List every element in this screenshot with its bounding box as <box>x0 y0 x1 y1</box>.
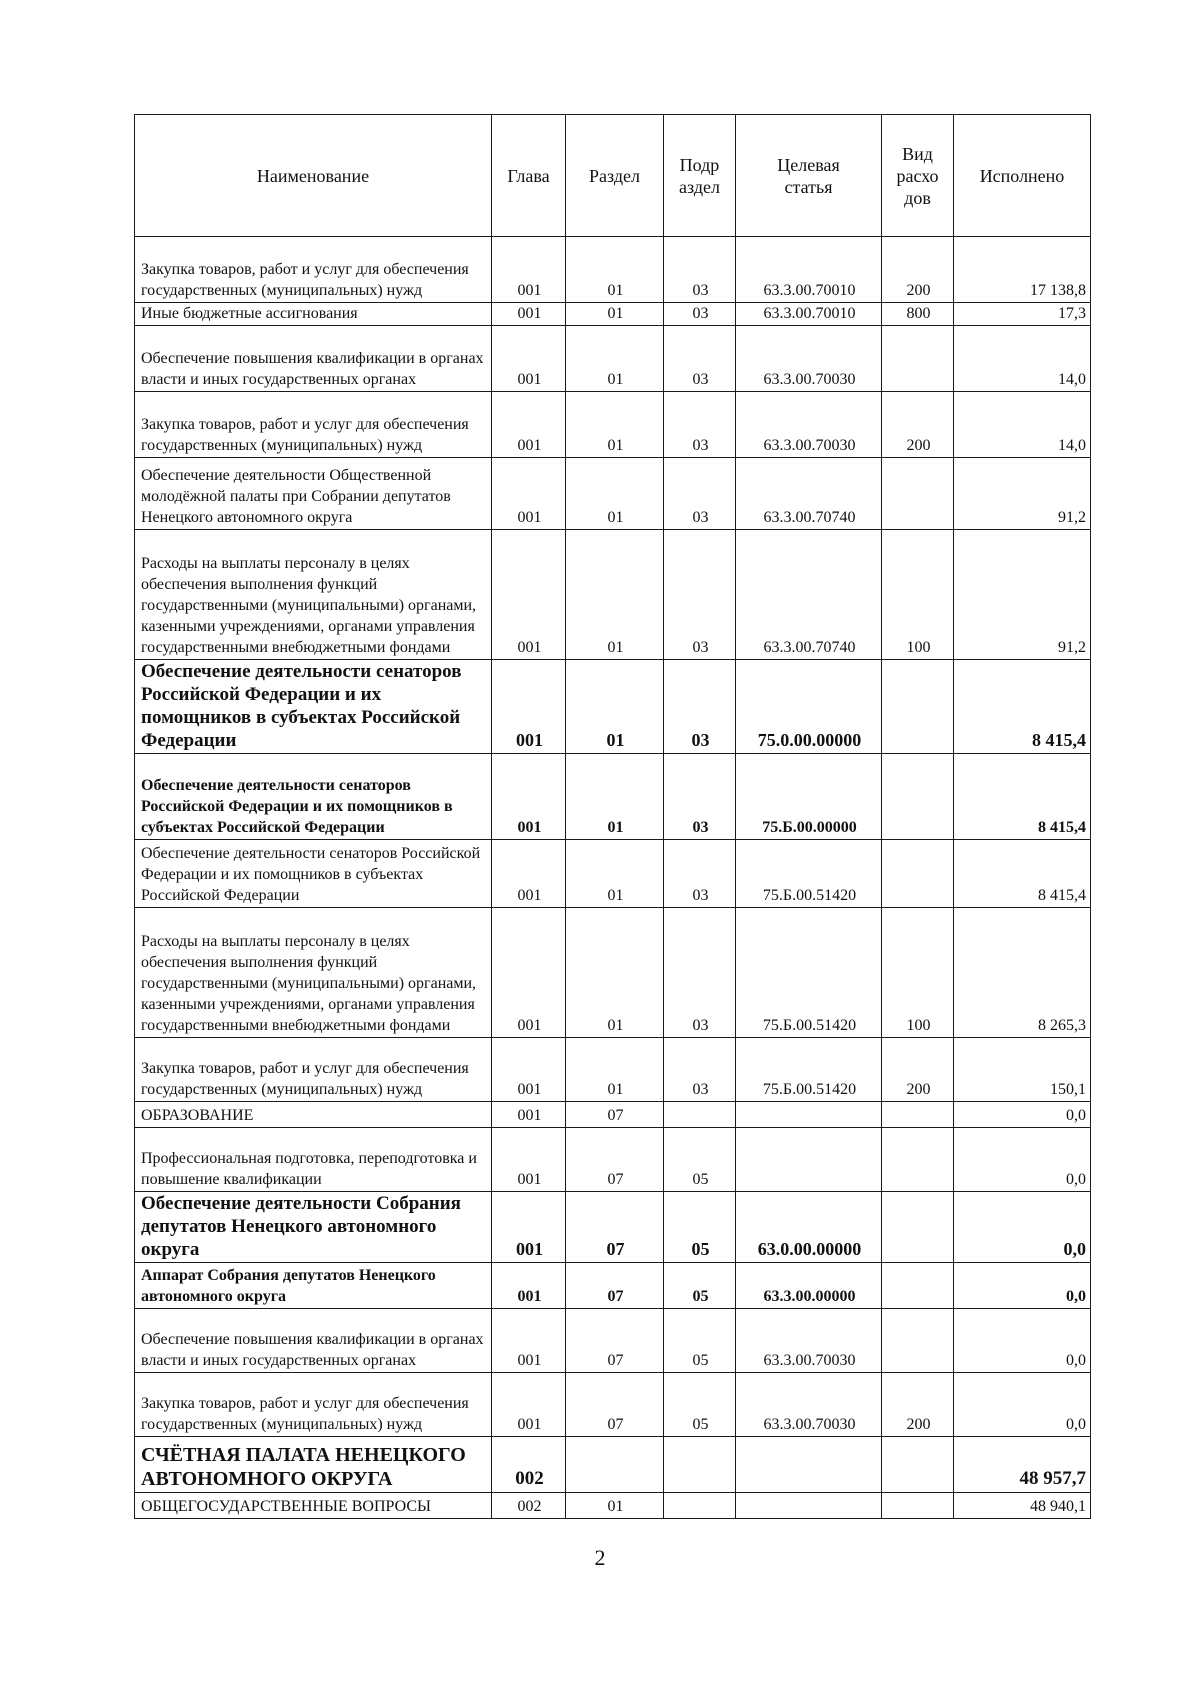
cell-glava: 001 <box>492 754 566 840</box>
cell-celevaya-statya: 63.3.00.70740 <box>736 458 882 530</box>
cell-razdel: 01 <box>566 908 664 1038</box>
cell-celevaya-statya <box>736 1437 882 1493</box>
cell-vid-rashodov: 100 <box>882 530 954 660</box>
cell-glava: 001 <box>492 458 566 530</box>
cell-name: Обеспечение деятельности Собрания депутатов Ненецкого автономного округа <box>135 1192 492 1263</box>
cell-vid-rashodov <box>882 1192 954 1263</box>
cell-vid-rashodov <box>882 660 954 754</box>
cell-name: ОБРАЗОВАНИЕ <box>135 1102 492 1128</box>
cell-glava: 002 <box>492 1493 566 1519</box>
cell-glava: 001 <box>492 303 566 326</box>
header-vid-rashodov: Вид расхо дов <box>882 115 954 237</box>
table-row <box>135 1437 1091 1493</box>
cell-name: Закупка товаров, работ и услуг для обеспечения государственных (муниципальных) нужд <box>135 1373 492 1437</box>
table-row <box>135 660 1091 754</box>
table-row <box>135 1192 1091 1263</box>
cell-vid-rashodov: 100 <box>882 908 954 1038</box>
cell-glava: 001 <box>492 1038 566 1102</box>
cell-vid-rashodov <box>882 458 954 530</box>
cell-ispolneno: 48 957,7 <box>954 1437 1091 1493</box>
cell-ispolneno: 0,0 <box>954 1102 1091 1128</box>
cell-podrazdel: 03 <box>664 908 736 1038</box>
cell-podrazdel: 03 <box>664 660 736 754</box>
cell-podrazdel: 03 <box>664 458 736 530</box>
cell-razdel: 01 <box>566 458 664 530</box>
header-glava: Глава <box>492 115 566 237</box>
cell-ispolneno: 14,0 <box>954 326 1091 392</box>
cell-podrazdel: 05 <box>664 1263 736 1309</box>
cell-name: Обеспечение повышения квалификации в органах власти и иных государственных органах <box>135 326 492 392</box>
cell-vid-rashodov: 200 <box>882 1373 954 1437</box>
header-razdel: Раздел <box>566 115 664 237</box>
cell-podrazdel: 05 <box>664 1373 736 1437</box>
cell-name: Профессиональная подготовка, переподготовка и повышение квалификации <box>135 1128 492 1192</box>
cell-celevaya-statya: 63.3.00.00000 <box>736 1263 882 1309</box>
cell-vid-rashodov <box>882 1263 954 1309</box>
cell-ispolneno: 91,2 <box>954 458 1091 530</box>
cell-podrazdel: 05 <box>664 1192 736 1263</box>
table-row <box>135 1493 1091 1519</box>
table-row <box>135 754 1091 840</box>
cell-razdel: 01 <box>566 754 664 840</box>
cell-ispolneno: 8 415,4 <box>954 754 1091 840</box>
cell-ispolneno: 8 415,4 <box>954 840 1091 908</box>
cell-celevaya-statya: 75.Б.00.51420 <box>736 908 882 1038</box>
cell-podrazdel <box>664 1437 736 1493</box>
cell-glava: 001 <box>492 908 566 1038</box>
cell-ispolneno: 0,0 <box>954 1309 1091 1373</box>
cell-razdel: 01 <box>566 392 664 458</box>
cell-name: Иные бюджетные ассигнования <box>135 303 492 326</box>
cell-razdel: 07 <box>566 1309 664 1373</box>
cell-ispolneno: 14,0 <box>954 392 1091 458</box>
cell-name: Аппарат Собрания депутатов Ненецкого автономного округа <box>135 1263 492 1309</box>
cell-vid-rashodov <box>882 1493 954 1519</box>
cell-name: Обеспечение деятельности Общественной молодёжной палаты при Собрании депутатов Ненецкого автономного округа <box>135 458 492 530</box>
cell-razdel: 07 <box>566 1263 664 1309</box>
cell-name: Обеспечение деятельности сенаторов Российской Федерации и их помощников в субъектах Российской Федерации <box>135 840 492 908</box>
cell-glava: 001 <box>492 530 566 660</box>
cell-glava: 001 <box>492 1102 566 1128</box>
table-row <box>135 326 1091 392</box>
table-body <box>135 237 1091 1519</box>
cell-ispolneno: 48 940,1 <box>954 1493 1091 1519</box>
cell-ispolneno: 8 415,4 <box>954 660 1091 754</box>
cell-celevaya-statya: 75.Б.00.00000 <box>736 754 882 840</box>
cell-podrazdel: 03 <box>664 326 736 392</box>
cell-razdel: 01 <box>566 303 664 326</box>
cell-celevaya-statya: 75.Б.00.51420 <box>736 1038 882 1102</box>
cell-glava: 001 <box>492 840 566 908</box>
cell-podrazdel: 03 <box>664 840 736 908</box>
cell-glava: 001 <box>492 392 566 458</box>
cell-name: Расходы на выплаты персоналу в целях обеспечения выполнения функций государственными (муниципальными) органами, казенными учреждениями, органами управления государственными внебюджетными фондами <box>135 908 492 1038</box>
cell-celevaya-statya: 75.Б.00.51420 <box>736 840 882 908</box>
page-number: 2 <box>594 1545 606 1570</box>
cell-ispolneno: 150,1 <box>954 1038 1091 1102</box>
cell-razdel: 07 <box>566 1192 664 1263</box>
cell-razdel: 01 <box>566 326 664 392</box>
table-row <box>135 237 1091 303</box>
cell-name: Закупка товаров, работ и услуг для обеспечения государственных (муниципальных) нужд <box>135 237 492 303</box>
table-row <box>135 840 1091 908</box>
header-ispolneno: Исполнено <box>954 115 1091 237</box>
cell-glava: 001 <box>492 1263 566 1309</box>
cell-ispolneno: 8 265,3 <box>954 908 1091 1038</box>
cell-razdel: 07 <box>566 1128 664 1192</box>
table-row <box>135 458 1091 530</box>
cell-vid-rashodov: 800 <box>882 303 954 326</box>
cell-razdel: 01 <box>566 1493 664 1519</box>
table-row <box>135 303 1091 326</box>
cell-razdel: 07 <box>566 1102 664 1128</box>
cell-ispolneno: 91,2 <box>954 530 1091 660</box>
table-row <box>135 1038 1091 1102</box>
cell-razdel: 01 <box>566 1038 664 1102</box>
cell-name: Расходы на выплаты персоналу в целях обеспечения выполнения функций государственными (муниципальными) органами, казенными учреждениями, органами управления государственными внебюджетными фондами <box>135 530 492 660</box>
cell-podrazdel: 03 <box>664 1038 736 1102</box>
table-row <box>135 1102 1091 1128</box>
cell-podrazdel: 03 <box>664 530 736 660</box>
header-row <box>135 115 1091 237</box>
cell-celevaya-statya: 63.3.00.70030 <box>736 1309 882 1373</box>
cell-podrazdel: 03 <box>664 303 736 326</box>
cell-podrazdel: 05 <box>664 1128 736 1192</box>
cell-podrazdel: 03 <box>664 237 736 303</box>
cell-glava: 001 <box>492 326 566 392</box>
cell-podrazdel <box>664 1493 736 1519</box>
cell-vid-rashodov: 200 <box>882 392 954 458</box>
cell-name: Закупка товаров, работ и услуг для обеспечения государственных (муниципальных) нужд <box>135 1038 492 1102</box>
cell-glava: 001 <box>492 237 566 303</box>
cell-razdel: 07 <box>566 1373 664 1437</box>
budget-table <box>134 114 1091 1519</box>
cell-podrazdel: 05 <box>664 1309 736 1373</box>
cell-podrazdel <box>664 1102 736 1128</box>
cell-vid-rashodov <box>882 326 954 392</box>
cell-ispolneno: 17,3 <box>954 303 1091 326</box>
cell-glava: 001 <box>492 660 566 754</box>
cell-vid-rashodov <box>882 1309 954 1373</box>
cell-name: Обеспечение повышения квалификации в органах власти и иных государственных органах <box>135 1309 492 1373</box>
cell-podrazdel: 03 <box>664 754 736 840</box>
cell-celevaya-statya: 63.3.00.70030 <box>736 1373 882 1437</box>
cell-celevaya-statya <box>736 1128 882 1192</box>
table-row <box>135 1373 1091 1437</box>
cell-razdel: 01 <box>566 660 664 754</box>
cell-ispolneno: 17 138,8 <box>954 237 1091 303</box>
cell-podrazdel: 03 <box>664 392 736 458</box>
cell-vid-rashodov <box>882 754 954 840</box>
cell-celevaya-statya: 75.0.00.00000 <box>736 660 882 754</box>
cell-celevaya-statya <box>736 1493 882 1519</box>
cell-ispolneno: 0,0 <box>954 1128 1091 1192</box>
cell-vid-rashodov: 200 <box>882 237 954 303</box>
header-podrazdel: Подр аздел <box>664 115 736 237</box>
header-celevaya-statya: Целевая статья <box>736 115 882 237</box>
cell-vid-rashodov: 200 <box>882 1038 954 1102</box>
cell-name: СЧЁТНАЯ ПАЛАТА НЕНЕЦКОГО АВТОНОМНОГО ОКРУГА <box>135 1437 492 1493</box>
cell-glava: 002 <box>492 1437 566 1493</box>
cell-name: Обеспечение деятельности сенаторов Российской Федерации и их помощников в субъектах Российской Федерации <box>135 660 492 754</box>
table-row <box>135 1128 1091 1192</box>
table-row <box>135 1309 1091 1373</box>
cell-vid-rashodov <box>882 840 954 908</box>
cell-razdel: 01 <box>566 530 664 660</box>
cell-name: Закупка товаров, работ и услуг для обеспечения государственных (муниципальных) нужд <box>135 392 492 458</box>
table-row <box>135 392 1091 458</box>
cell-celevaya-statya: 63.3.00.70030 <box>736 326 882 392</box>
table-row <box>135 530 1091 660</box>
cell-razdel: 01 <box>566 840 664 908</box>
table-row <box>135 908 1091 1038</box>
cell-name: Обеспечение деятельности сенаторов Российской Федерации и их помощников в субъектах Российской Федерации <box>135 754 492 840</box>
cell-celevaya-statya: 63.0.00.00000 <box>736 1192 882 1263</box>
header-name: Наименование <box>135 115 492 237</box>
cell-ispolneno: 0,0 <box>954 1263 1091 1309</box>
cell-vid-rashodov <box>882 1437 954 1493</box>
cell-celevaya-statya: 63.3.00.70010 <box>736 237 882 303</box>
cell-glava: 001 <box>492 1373 566 1437</box>
cell-ispolneno: 0,0 <box>954 1373 1091 1437</box>
cell-glava: 001 <box>492 1192 566 1263</box>
cell-celevaya-statya: 63.3.00.70010 <box>736 303 882 326</box>
cell-razdel: 01 <box>566 237 664 303</box>
cell-razdel <box>566 1437 664 1493</box>
cell-vid-rashodov <box>882 1102 954 1128</box>
cell-ispolneno: 0,0 <box>954 1192 1091 1263</box>
cell-vid-rashodov <box>882 1128 954 1192</box>
cell-name: ОБЩЕГОСУДАРСТВЕННЫЕ ВОПРОСЫ <box>135 1493 492 1519</box>
table-row <box>135 1263 1091 1309</box>
cell-glava: 001 <box>492 1309 566 1373</box>
cell-celevaya-statya <box>736 1102 882 1128</box>
cell-celevaya-statya: 63.3.00.70030 <box>736 392 882 458</box>
cell-celevaya-statya: 63.3.00.70740 <box>736 530 882 660</box>
cell-glava: 001 <box>492 1128 566 1192</box>
